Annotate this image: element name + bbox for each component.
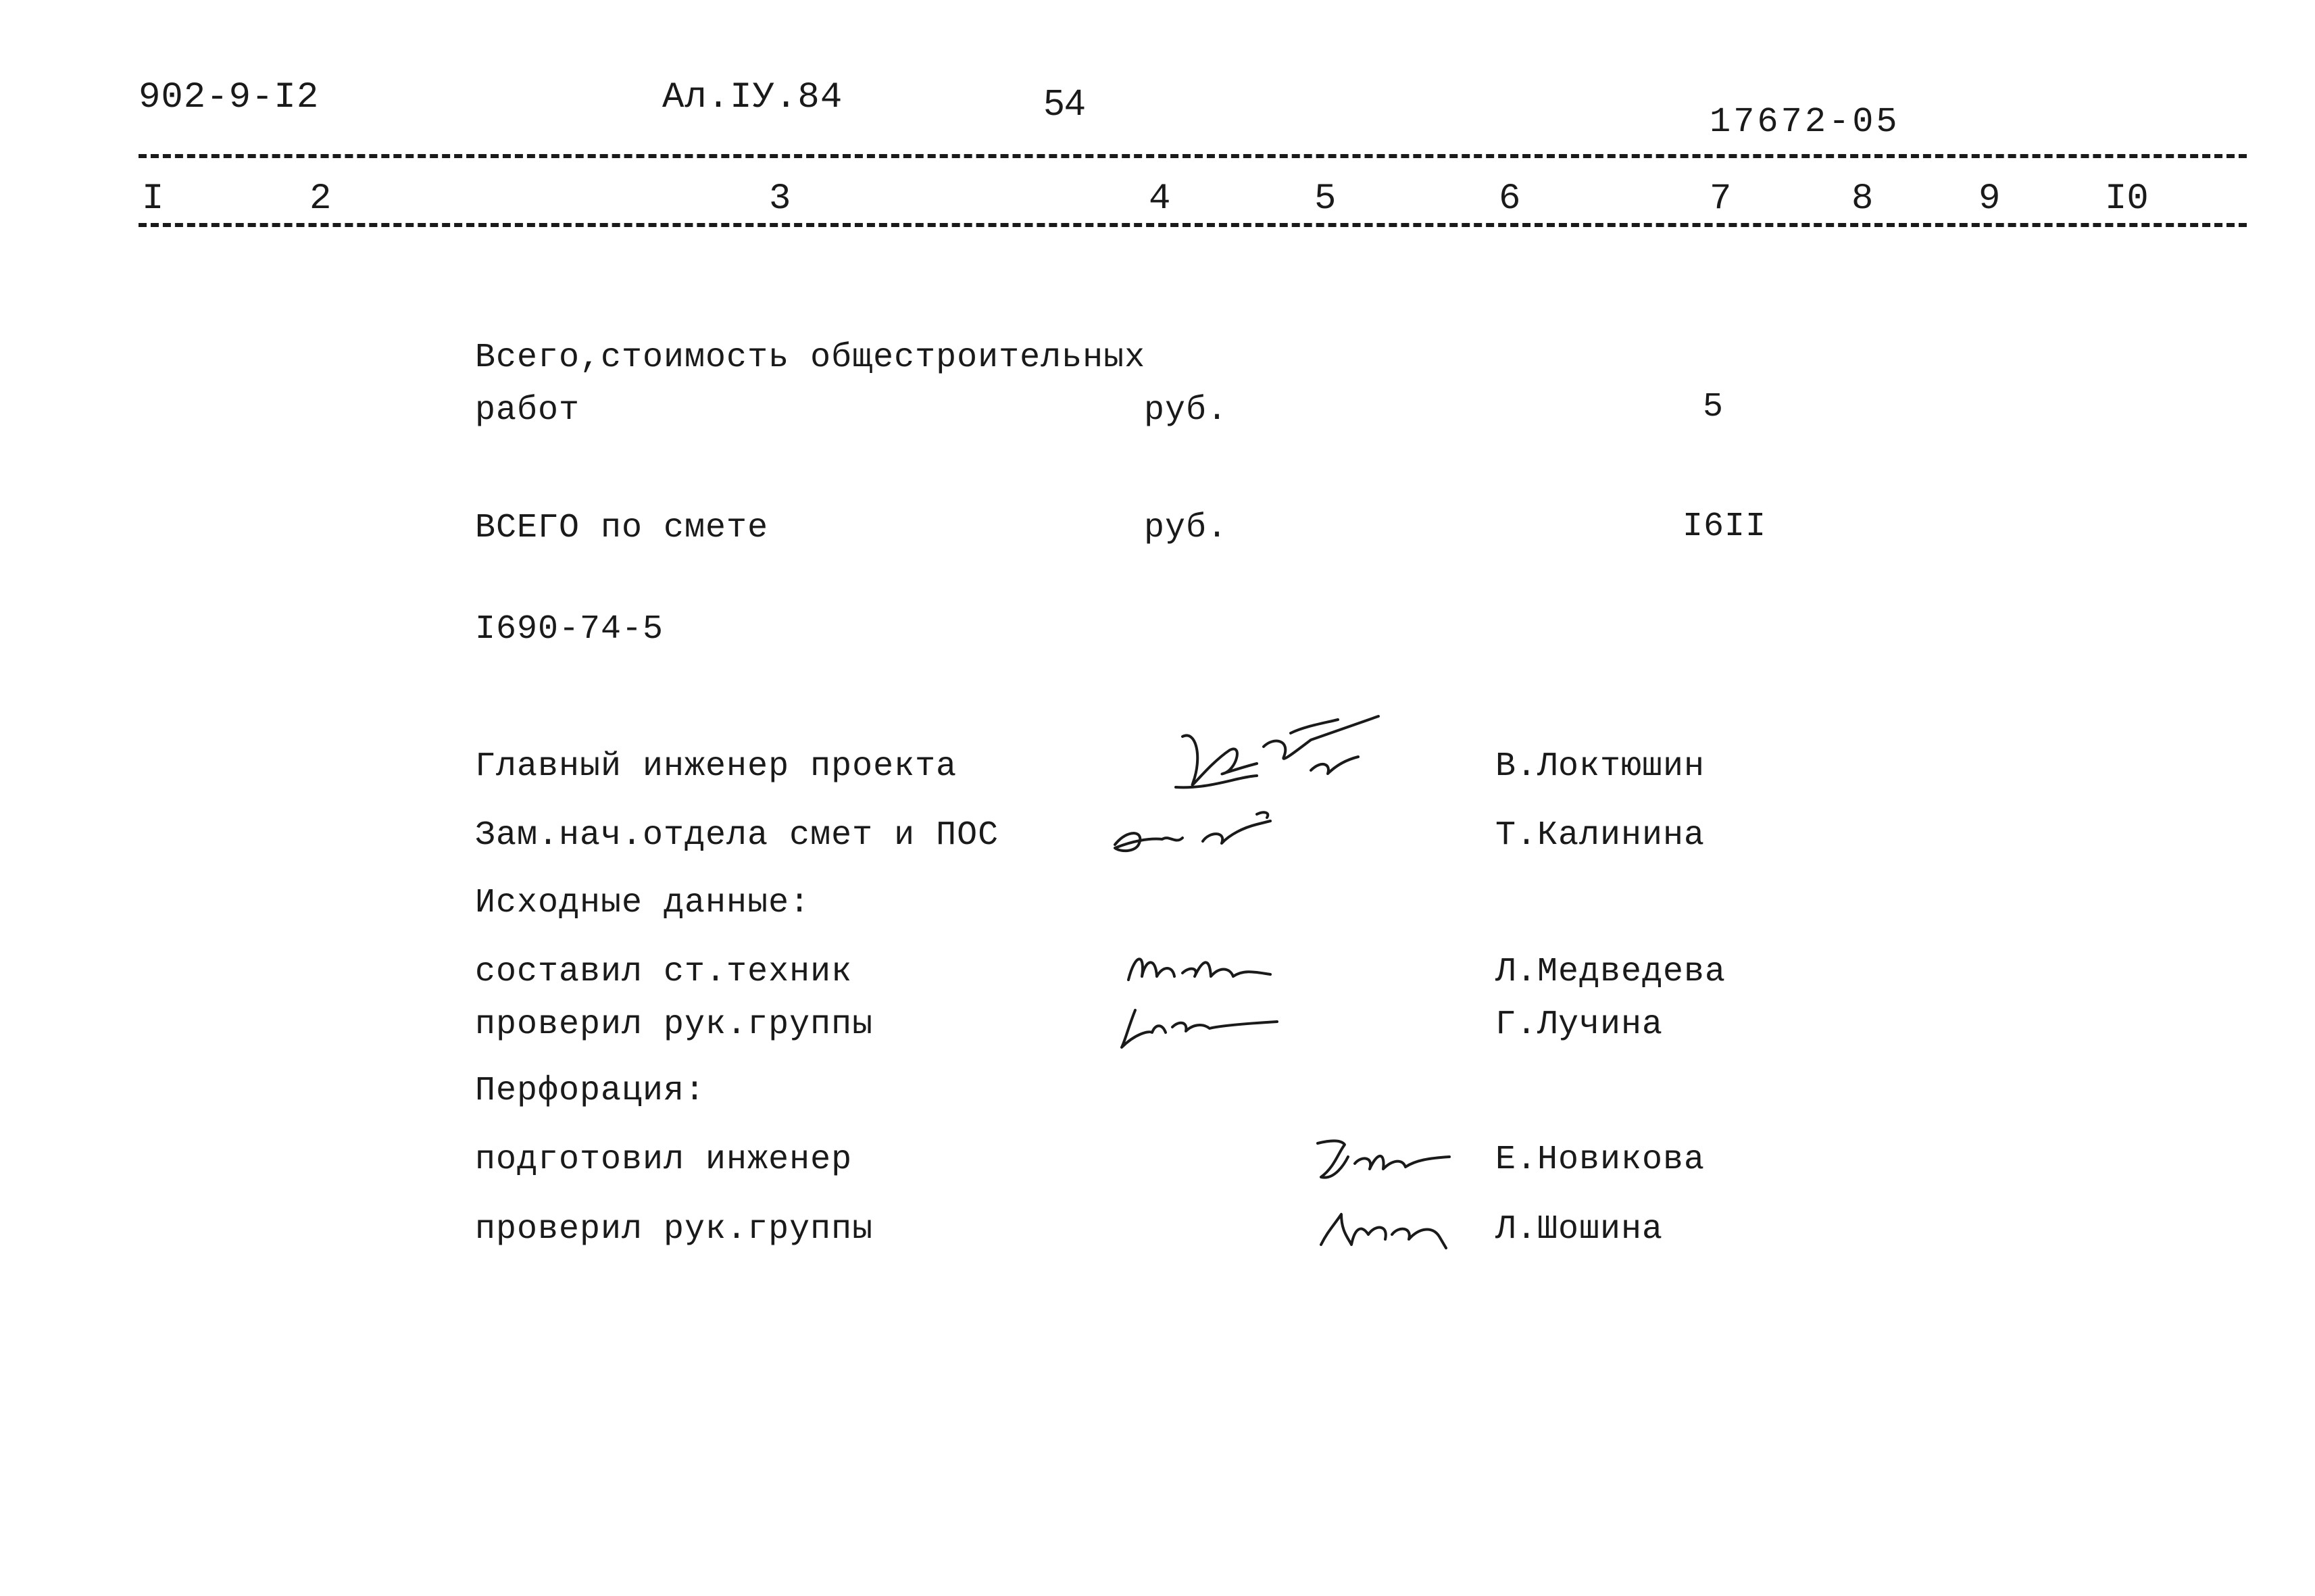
checked-by-signature-2	[1314, 1197, 1476, 1265]
header-rule-bottom	[139, 223, 2247, 227]
header-rule-top	[139, 154, 2247, 158]
column-number-1: I	[142, 178, 164, 220]
chief-engineer-name: В.Локтюшин	[1495, 747, 1706, 786]
inventory-stamp: 17672-05	[1710, 102, 1900, 142]
document-code: 902-9-I2	[139, 77, 320, 118]
column-number-3: 3	[769, 178, 791, 220]
column-number-8: 8	[1851, 178, 1874, 220]
checked-by-role-2: проверил рук.группы	[475, 1210, 874, 1249]
total-construction-unit: руб.	[1144, 391, 1228, 430]
estimate-code: I690-74-5	[475, 610, 664, 649]
grand-total-unit: руб.	[1144, 509, 1228, 547]
checked-by-signature	[1108, 993, 1311, 1054]
deputy-head-signature	[1101, 804, 1318, 865]
total-construction-label-line1: Всего,стоимость общестроительных	[475, 339, 1146, 377]
checked-by-name-2: Л.Шошина	[1495, 1210, 1664, 1249]
compiled-by-role: составил ст.техник	[475, 953, 853, 991]
source-data-heading: Исходные данные:	[475, 884, 811, 922]
column-number-5: 5	[1314, 178, 1337, 220]
column-number-7: 7	[1710, 178, 1732, 220]
column-number-6: 6	[1499, 178, 1521, 220]
column-number-2: 2	[309, 178, 332, 220]
prepared-by-name: Е.Новикова	[1495, 1141, 1706, 1179]
deputy-head-name: Т.Калинина	[1495, 816, 1706, 855]
total-construction-label-line2: работ	[475, 391, 580, 430]
grand-total-value: I6II	[1683, 507, 1767, 546]
grand-total-label: ВСЕГО по смете	[475, 509, 769, 547]
column-number-9: 9	[1978, 178, 2001, 220]
page-number: 54	[1044, 82, 1087, 123]
column-number-4: 4	[1149, 178, 1171, 220]
chief-engineer-signature	[1155, 709, 1399, 804]
perforation-heading: Перфорация:	[475, 1072, 706, 1110]
total-construction-value: 5	[1703, 388, 1724, 426]
chief-engineer-role: Главный инженер проекта	[475, 747, 957, 786]
checked-by-role: проверил рук.группы	[475, 1005, 874, 1044]
compiled-by-name: Л.Медведева	[1495, 953, 1726, 991]
checked-by-name: Г.Лучина	[1495, 1005, 1664, 1044]
column-number-10: I0	[2105, 178, 2149, 220]
album-number: Ал.IУ.84	[662, 77, 843, 118]
compiled-by-signature	[1108, 939, 1304, 1000]
prepared-by-signature	[1308, 1130, 1476, 1191]
prepared-by-role: подготовил инженер	[475, 1141, 853, 1179]
deputy-head-role: Зам.нач.отдела смет и ПОС	[475, 816, 999, 855]
